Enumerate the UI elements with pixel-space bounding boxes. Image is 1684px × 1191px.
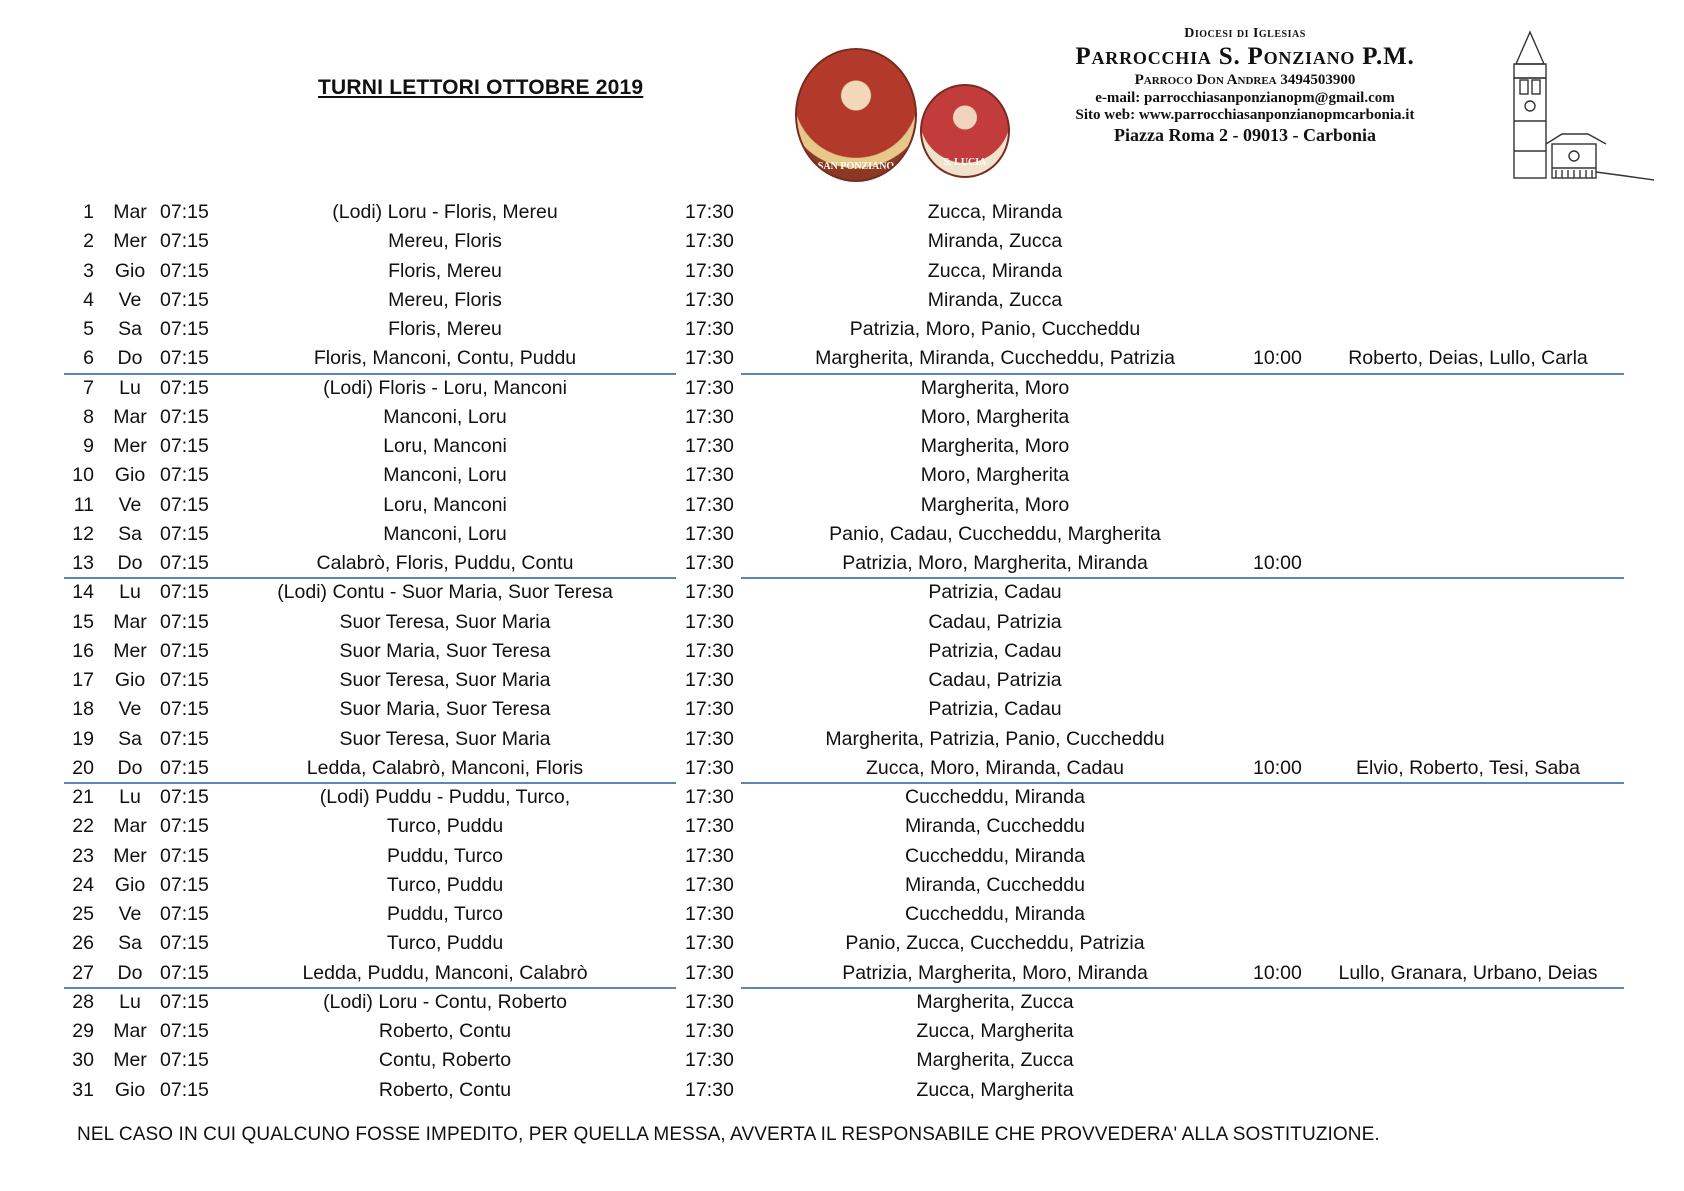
morning-readers: Manconi, Loru xyxy=(383,464,507,487)
evening-readers: Cuccheddu, Miranda xyxy=(905,903,1085,925)
evening-readers: Miranda, Cuccheddu xyxy=(905,873,1085,896)
weekday: Gio xyxy=(114,259,146,282)
morning-time: 07:15 xyxy=(160,639,209,662)
day-number: 12 xyxy=(72,522,94,545)
morning-time: 07:15 xyxy=(160,844,209,867)
day-number: 29 xyxy=(72,1020,94,1042)
evening-time: 17:30 xyxy=(685,581,734,604)
footer-note: NEL CASO IN CUI QUALCUNO FOSSE IMPEDITO, PER QUELLA MESSA, AVVERTA IL RESPONSABILE CHE PROVVEDERA' ALLA SOSTITUZIONE. xyxy=(77,1124,1380,1145)
sunday-time: 10:00 xyxy=(1253,552,1302,574)
weekday: Gio xyxy=(114,464,146,487)
week-separator xyxy=(741,987,1624,989)
evening-time: 17:30 xyxy=(685,318,734,340)
evening-time: 17:30 xyxy=(685,435,734,457)
weekday: Sa xyxy=(118,522,142,545)
morning-readers: Contu, Roberto xyxy=(378,1049,512,1072)
parish-website: Sito web: www.parrocchiasanponzianopmcarbonia.it xyxy=(1075,107,1415,123)
weekday: Mer xyxy=(113,844,147,867)
weekday: Sa xyxy=(118,318,142,340)
morning-time: 07:15 xyxy=(160,903,209,925)
evening-readers: Cuccheddu, Miranda xyxy=(905,786,1085,808)
day-number: 20 xyxy=(72,756,94,779)
morning-time: 07:15 xyxy=(160,581,209,604)
morning-time: 07:15 xyxy=(160,990,209,1013)
evening-time: 17:30 xyxy=(685,552,734,574)
page-title: TURNI LETTORI OTTOBRE 2019 xyxy=(318,76,644,99)
evening-time: 17:30 xyxy=(685,1049,734,1072)
morning-readers: Manconi, Loru xyxy=(383,405,507,428)
day-number: 10 xyxy=(72,464,94,487)
evening-readers: Miranda, Zucca xyxy=(927,230,1063,253)
day-number: 15 xyxy=(72,610,94,633)
day-number: 25 xyxy=(72,903,94,925)
table-row xyxy=(0,988,1684,1017)
week-separator xyxy=(64,782,676,784)
weekday: Gio xyxy=(114,1078,146,1101)
san-ponziano-image xyxy=(795,48,917,182)
evening-time: 17:30 xyxy=(685,288,734,311)
evening-time: 17:30 xyxy=(685,376,734,399)
evening-readers: Miranda, Zucca xyxy=(927,288,1063,311)
evening-readers: Zucca, Miranda xyxy=(927,259,1063,282)
morning-readers: Turco, Puddu xyxy=(386,815,504,838)
table-row xyxy=(0,871,1684,900)
evening-readers: Patrizia, Moro, Margherita, Miranda xyxy=(842,552,1148,574)
morning-readers: Ledda, Puddu, Manconi, Calabrò xyxy=(302,961,588,984)
day-number: 5 xyxy=(83,318,94,340)
morning-time: 07:15 xyxy=(160,756,209,779)
morning-readers: Suor Teresa, Suor Maria xyxy=(339,610,551,633)
morning-readers: Turco, Puddu xyxy=(386,873,504,896)
evening-readers: Zucca, Margherita xyxy=(916,1020,1074,1042)
day-number: 8 xyxy=(83,405,94,428)
weekday: Do xyxy=(117,552,143,574)
evening-readers: Patrizia, Cadau xyxy=(928,581,1062,604)
evening-time: 17:30 xyxy=(685,756,734,779)
saint-1-caption: SAN PONZIANO xyxy=(817,161,895,172)
weekday: Sa xyxy=(118,727,142,750)
day-number: 13 xyxy=(72,552,94,574)
day-number: 22 xyxy=(72,815,94,838)
morning-time: 07:15 xyxy=(160,522,209,545)
morning-time: 07:15 xyxy=(160,259,209,282)
morning-time: 07:15 xyxy=(160,727,209,750)
morning-readers: Puddu, Turco xyxy=(387,903,503,925)
evening-readers: Moro, Margherita xyxy=(920,405,1070,428)
evening-time: 17:30 xyxy=(685,698,734,721)
weekday: Ve xyxy=(118,698,142,721)
weekday: Lu xyxy=(119,376,141,399)
day-number: 17 xyxy=(72,669,94,691)
morning-time: 07:15 xyxy=(160,961,209,984)
day-number: 18 xyxy=(72,698,94,721)
morning-time: 07:15 xyxy=(160,435,209,457)
weekday: Sa xyxy=(118,932,142,955)
day-number: 19 xyxy=(72,727,94,750)
day-number: 23 xyxy=(72,844,94,867)
weekday: Mer xyxy=(113,639,147,662)
morning-time: 07:15 xyxy=(160,1049,209,1072)
table-row xyxy=(0,900,1684,929)
table-row xyxy=(0,929,1684,958)
evening-time: 17:30 xyxy=(685,464,734,487)
evening-readers: Margherita, Moro xyxy=(920,493,1070,516)
morning-time: 07:15 xyxy=(160,1020,209,1042)
weekday: Mar xyxy=(113,1020,147,1042)
table-row xyxy=(0,227,1684,256)
evening-time: 17:30 xyxy=(685,639,734,662)
evening-readers: Cadau, Patrizia xyxy=(928,669,1062,691)
evening-readers: Panio, Cadau, Cuccheddu, Margherita xyxy=(829,522,1161,545)
morning-time: 07:15 xyxy=(160,464,209,487)
evening-time: 17:30 xyxy=(685,815,734,838)
day-number: 2 xyxy=(83,230,94,253)
day-number: 7 xyxy=(83,376,94,399)
table-row xyxy=(0,695,1684,724)
table-row xyxy=(0,1046,1684,1075)
evening-time: 17:30 xyxy=(685,873,734,896)
morning-time: 07:15 xyxy=(160,201,209,223)
table-row xyxy=(0,578,1684,607)
morning-time: 07:15 xyxy=(160,786,209,808)
evening-readers: Patrizia, Margherita, Moro, Miranda xyxy=(842,961,1148,984)
evening-time: 17:30 xyxy=(685,610,734,633)
table-row xyxy=(0,783,1684,812)
weekday: Gio xyxy=(114,873,146,896)
evening-time: 17:30 xyxy=(685,1020,734,1042)
table-row xyxy=(0,403,1684,432)
weekday: Mer xyxy=(113,435,147,457)
sunday-readers: Elvio, Roberto, Tesi, Saba xyxy=(1355,756,1580,779)
saint-2-caption: S. LUCIA xyxy=(943,157,987,168)
parish-address: Piazza Roma 2 - 09013 - Carbonia xyxy=(1114,125,1376,145)
evening-time: 17:30 xyxy=(685,961,734,984)
evening-time: 17:30 xyxy=(685,727,734,750)
table-row xyxy=(0,608,1684,637)
table-row xyxy=(0,725,1684,754)
morning-readers: Suor Maria, Suor Teresa xyxy=(339,698,551,721)
weekday: Lu xyxy=(119,581,141,604)
morning-time: 07:15 xyxy=(160,347,209,370)
morning-readers: (Lodi) Contu - Suor Maria, Suor Teresa xyxy=(277,581,613,604)
weekday: Lu xyxy=(119,786,141,808)
evening-time: 17:30 xyxy=(685,1078,734,1101)
evening-readers: Margherita, Zucca xyxy=(916,1049,1074,1072)
morning-readers: Floris, Manconi, Contu, Puddu xyxy=(313,347,577,370)
weekday: Ve xyxy=(118,903,142,925)
day-number: 4 xyxy=(83,288,94,311)
weekday: Do xyxy=(117,347,143,370)
evening-time: 17:30 xyxy=(685,786,734,808)
weekday: Lu xyxy=(119,990,141,1013)
morning-readers: Roberto, Contu xyxy=(378,1020,512,1042)
week-separator xyxy=(64,987,676,989)
week-separator xyxy=(64,373,676,375)
sunday-readers: Roberto, Deias, Lullo, Carla xyxy=(1348,347,1588,370)
morning-readers: Mereu, Floris xyxy=(388,288,502,311)
evening-time: 17:30 xyxy=(685,669,734,691)
week-separator xyxy=(741,577,1624,579)
morning-time: 07:15 xyxy=(160,1078,209,1101)
morning-readers: (Lodi) Loru - Contu, Roberto xyxy=(323,990,567,1013)
evening-time: 17:30 xyxy=(685,932,734,955)
bell-tower-drawing xyxy=(1496,26,1656,184)
day-number: 6 xyxy=(83,347,94,370)
saint-lucia-image xyxy=(920,84,1010,178)
day-number: 26 xyxy=(72,932,94,955)
evening-readers: Cadau, Patrizia xyxy=(928,610,1062,633)
parish-header xyxy=(1010,26,1480,146)
evening-time: 17:30 xyxy=(685,405,734,428)
evening-time: 17:30 xyxy=(685,230,734,253)
morning-time: 07:15 xyxy=(160,288,209,311)
table-row xyxy=(0,520,1684,549)
weekday: Mar xyxy=(113,610,147,633)
day-number: 3 xyxy=(83,259,94,282)
table-row xyxy=(0,315,1684,344)
table-row xyxy=(0,637,1684,666)
parish-name: Parrocchia S. Ponziano P.M. xyxy=(1075,43,1415,70)
evening-readers: Zucca, Margherita xyxy=(916,1078,1074,1101)
evening-readers: Margherita, Moro xyxy=(920,435,1070,457)
weekday: Ve xyxy=(118,288,142,311)
table-row xyxy=(0,257,1684,286)
morning-time: 07:15 xyxy=(160,552,209,574)
weekday: Mar xyxy=(113,201,147,223)
sunday-time: 10:00 xyxy=(1253,961,1302,984)
weekday: Mer xyxy=(113,230,147,253)
evening-time: 17:30 xyxy=(685,844,734,867)
table-row xyxy=(0,374,1684,403)
day-number: 1 xyxy=(83,201,94,223)
morning-readers: Loru, Manconi xyxy=(383,493,507,516)
table-row xyxy=(0,432,1684,461)
weekday: Do xyxy=(117,961,143,984)
morning-readers: Manconi, Loru xyxy=(383,522,507,545)
morning-time: 07:15 xyxy=(160,230,209,253)
day-number: 31 xyxy=(72,1078,94,1101)
evening-readers: Margherita, Patrizia, Panio, Cuccheddu xyxy=(825,727,1165,750)
evening-readers: Zucca, Miranda xyxy=(927,201,1063,223)
week-separator xyxy=(741,782,1624,784)
table-row xyxy=(0,666,1684,695)
morning-time: 07:15 xyxy=(160,376,209,399)
evening-readers: Moro, Margherita xyxy=(920,464,1070,487)
table-row xyxy=(0,549,1684,578)
morning-readers: Puddu, Turco xyxy=(387,844,503,867)
parish-priest: Parroco Don Andrea 3494503900 xyxy=(1134,72,1356,88)
morning-readers: Suor Maria, Suor Teresa xyxy=(339,639,551,662)
evening-readers: Zucca, Moro, Miranda, Cadau xyxy=(866,756,1124,779)
morning-time: 07:15 xyxy=(160,610,209,633)
day-number: 11 xyxy=(73,493,94,516)
morning-readers: (Lodi) Loru - Floris, Mereu xyxy=(332,201,558,223)
weekday: Ve xyxy=(118,493,142,516)
evening-time: 17:30 xyxy=(685,990,734,1013)
table-row xyxy=(0,491,1684,520)
day-number: 9 xyxy=(83,435,94,457)
evening-readers: Margherita, Moro xyxy=(920,376,1070,399)
sunday-time: 10:00 xyxy=(1253,347,1302,370)
morning-readers: Ledda, Calabrò, Manconi, Floris xyxy=(306,756,584,779)
day-number: 16 xyxy=(72,639,94,662)
schedule-table xyxy=(0,198,1684,1105)
table-row xyxy=(0,344,1684,373)
evening-time: 17:30 xyxy=(685,903,734,925)
week-separator xyxy=(64,577,676,579)
diocese-name: Diocesi di Iglesias xyxy=(1184,26,1306,41)
evening-time: 17:30 xyxy=(685,259,734,282)
weekday: Do xyxy=(117,756,143,779)
table-row xyxy=(0,1017,1684,1046)
morning-time: 07:15 xyxy=(160,873,209,896)
morning-time: 07:15 xyxy=(160,405,209,428)
evening-time: 17:30 xyxy=(685,522,734,545)
weekday: Mar xyxy=(113,815,147,838)
weekday: Mer xyxy=(113,1049,147,1072)
evening-readers: Cuccheddu, Miranda xyxy=(905,844,1085,867)
parish-email: e-mail: parrocchiasanponzianopm@gmail.com xyxy=(1095,90,1395,106)
morning-readers: Mereu, Floris xyxy=(388,230,502,253)
evening-readers: Patrizia, Cadau xyxy=(928,639,1062,662)
evening-readers: Patrizia, Moro, Panio, Cuccheddu xyxy=(849,318,1141,340)
evening-readers: Patrizia, Cadau xyxy=(928,698,1062,721)
day-number: 27 xyxy=(72,961,94,984)
morning-readers: Turco, Puddu xyxy=(386,932,504,955)
morning-readers: Loru, Manconi xyxy=(383,435,507,457)
morning-time: 07:15 xyxy=(160,932,209,955)
table-row xyxy=(0,198,1684,227)
morning-readers: (Lodi) Floris - Loru, Manconi xyxy=(323,376,567,399)
morning-time: 07:15 xyxy=(160,815,209,838)
morning-readers: Roberto, Contu xyxy=(378,1078,512,1101)
evening-time: 17:30 xyxy=(685,347,734,370)
table-row xyxy=(0,1076,1684,1105)
morning-time: 07:15 xyxy=(160,493,209,516)
morning-readers: Calabrò, Floris, Puddu, Contu xyxy=(316,552,574,574)
morning-readers: Suor Teresa, Suor Maria xyxy=(339,669,551,691)
day-number: 30 xyxy=(72,1049,94,1072)
day-number: 21 xyxy=(72,786,94,808)
evening-readers: Margherita, Miranda, Cuccheddu, Patrizia xyxy=(815,347,1175,370)
evening-time: 17:30 xyxy=(685,201,734,223)
table-row xyxy=(0,959,1684,988)
sunday-time: 10:00 xyxy=(1253,756,1302,779)
morning-readers: Suor Teresa, Suor Maria xyxy=(339,727,551,750)
morning-readers: Floris, Mereu xyxy=(388,318,502,340)
table-row xyxy=(0,842,1684,871)
morning-readers: Floris, Mereu xyxy=(388,259,502,282)
sunday-readers: Lullo, Granara, Urbano, Deias xyxy=(1338,961,1598,984)
morning-time: 07:15 xyxy=(160,318,209,340)
weekday: Gio xyxy=(114,669,146,691)
evening-readers: Panio, Zucca, Cuccheddu, Patrizia xyxy=(845,932,1145,955)
day-number: 28 xyxy=(72,990,94,1013)
morning-readers: (Lodi) Puddu - Puddu, Turco, xyxy=(319,786,571,808)
evening-readers: Miranda, Cuccheddu xyxy=(905,815,1085,838)
week-separator xyxy=(741,373,1624,375)
evening-time: 17:30 xyxy=(685,493,734,516)
table-row xyxy=(0,812,1684,841)
table-row xyxy=(0,754,1684,783)
day-number: 24 xyxy=(72,873,94,896)
morning-time: 07:15 xyxy=(160,669,209,691)
evening-readers: Margherita, Zucca xyxy=(916,990,1074,1013)
table-row xyxy=(0,286,1684,315)
table-row xyxy=(0,461,1684,490)
day-number: 14 xyxy=(72,581,94,604)
weekday: Mar xyxy=(113,405,147,428)
morning-time: 07:15 xyxy=(160,698,209,721)
